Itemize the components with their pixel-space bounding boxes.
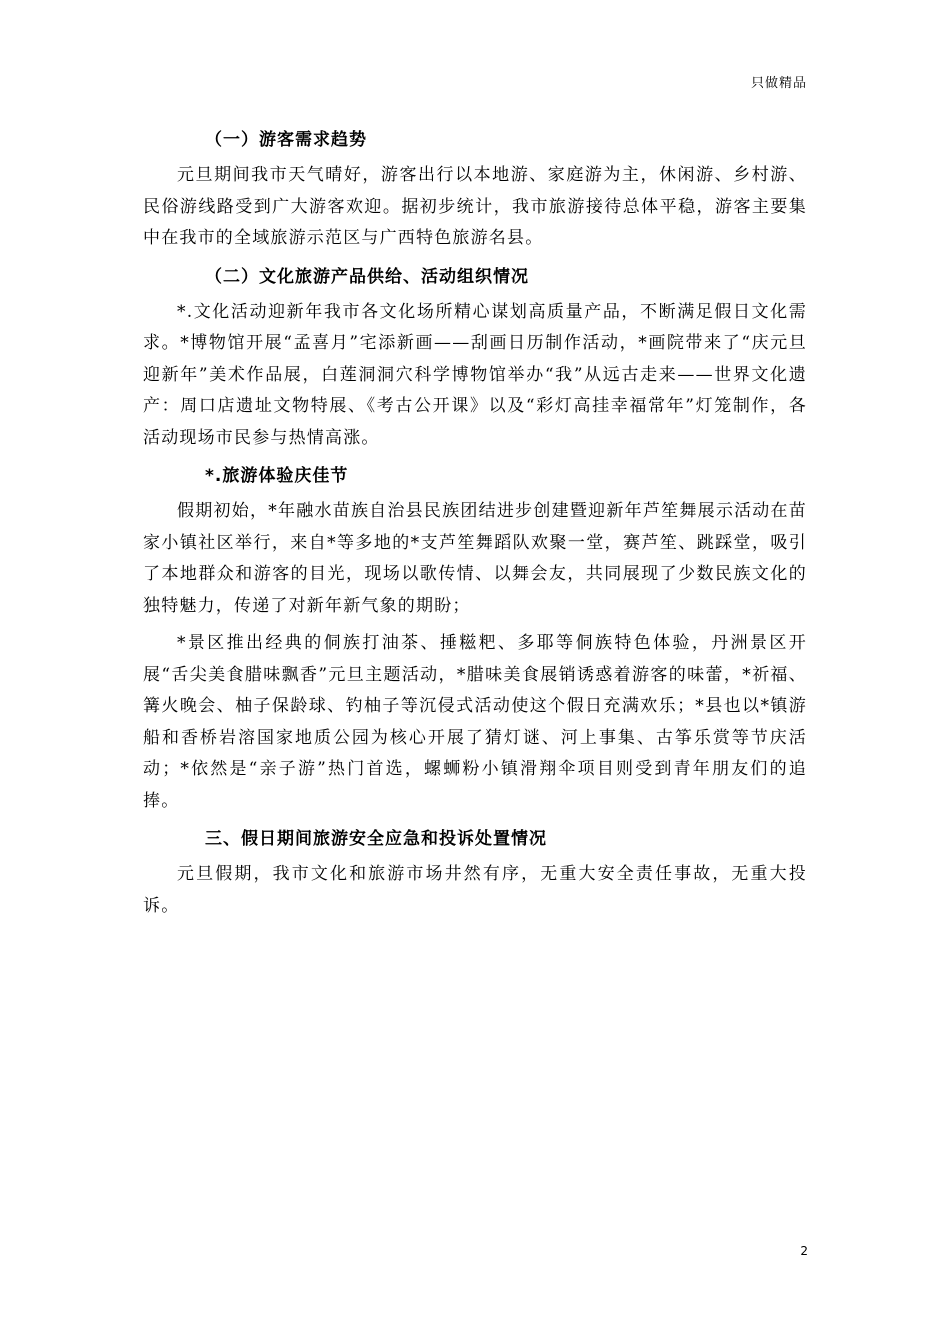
document-body [143, 124, 807, 928]
paragraph-cultural-activities: *.文化活动迎新年我市各文化场所精心谋划高质量产品，不断满足假日文化需求。*博物馆开展“孟喜月”宅添新画——刮画日历制作活动，*画院带来了“庆元旦迎新年”美术作品展，白莲洞洞穴科学博物馆举办“我”从远古走来——世界文化遗产：周口店遗址文物特展、《考古公开课》以及“彩灯高挂幸福常年”灯笼制作，各活动现场市民参与热情高涨。 [143, 301, 807, 448]
paragraph-visitor-demand: 元旦期间我市天气晴好，游客出行以本地游、家庭游为主，休闲游、乡村游、民俗游线路受到广大游客欢迎。据初步统计，我市旅游接待总体平稳，游客主要集中在我市的全域旅游示范区与广西特色旅游名县。 [143, 165, 807, 248]
page-number: 2 [800, 1244, 808, 1258]
paragraph-safety-summary: 元旦假期，我市文化和旅游市场井然有序，无重大安全责任事故，无重大投诉。 [143, 864, 807, 916]
section-heading-tourism-experience: *.旅游体验庆佳节 [205, 466, 349, 486]
section-heading-visitor-demand: （一）游客需求趋势 [205, 130, 367, 150]
section-heading-safety-complaints: 三、假日期间旅游安全应急和投诉处置情况 [205, 829, 547, 849]
paragraph-scenic-activities: *景区推出经典的侗族打油茶、捶糍粑、多耶等侗族特色体验，丹洲景区开展“舌尖美食腊味飘香”元旦主题活动，*腊味美食展销诱惑着游客的味蕾，*祈福、篝火晚会、柚子保龄球、钓柚子等沉侵式活动使这个假日充满欢乐；*县也以*镇游船和香桥岩溶国家地质公园为核心开展了猜灯谜、河上事集、古筝乐赏等节庆活动；*依然是“亲子游”热门首选，螺蛳粉小镇滑翔伞项目则受到青年朋友们的追捧。 [143, 633, 807, 811]
section-heading-cultural-products: （二）文化旅游产品供给、活动组织情况 [205, 266, 529, 287]
header-text: 只做精品 [750, 76, 807, 91]
paragraph-lusheng-dance: 假期初始，*年融水苗族自治县民族团结进步创建暨迎新年芦笙舞展示活动在苗家小镇社区举行，来自*等多地的*支芦笙舞蹈队欢聚一堂，赛芦笙、跳踩堂，吸引了本地群众和游客的目光，现场以歌传情、以舞会友，共同展现了少数民族文化的独特魅力，传递了对新年新气象的期盼； [143, 501, 807, 616]
